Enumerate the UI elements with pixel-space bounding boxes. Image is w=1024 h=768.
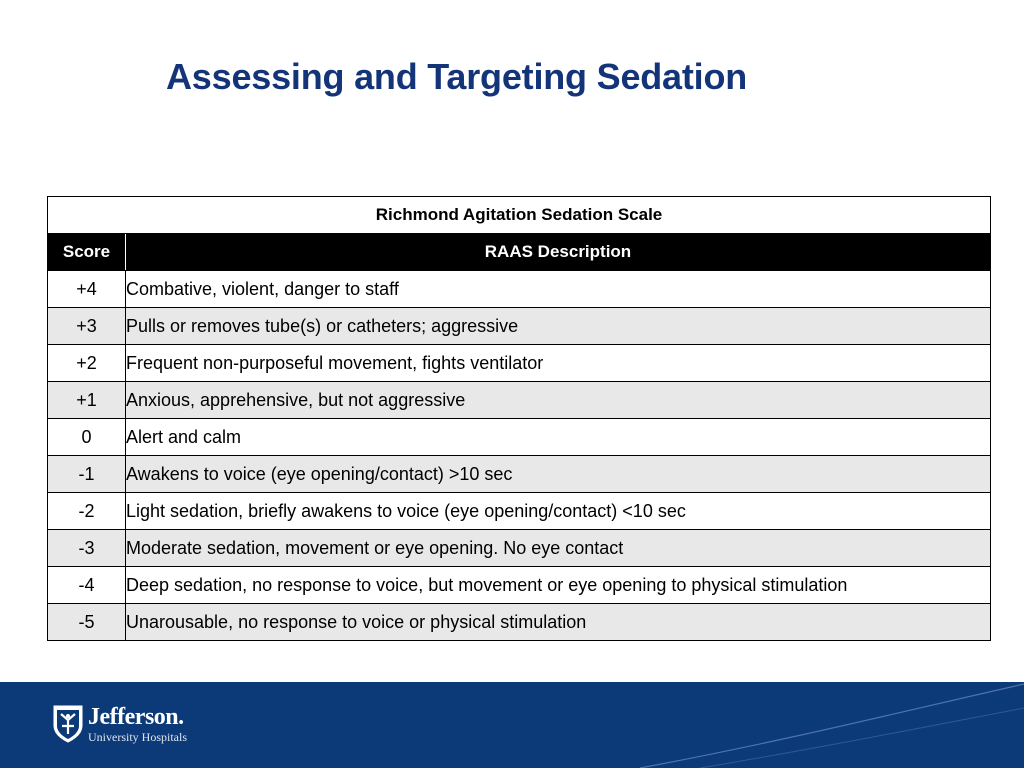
table-row [48, 604, 991, 641]
score-column-header: Score [48, 234, 126, 271]
jefferson-logo [52, 704, 187, 744]
score-cell: -3 [48, 530, 126, 567]
description-cell: Moderate sedation, movement or eye opening. No eye contact [126, 530, 991, 567]
description-cell: Awakens to voice (eye opening/contact) >10 sec [126, 456, 991, 493]
description-cell: Combative, violent, danger to staff [126, 271, 991, 308]
table-row [48, 308, 991, 345]
table-row [48, 271, 991, 308]
table-row [48, 567, 991, 604]
description-cell: Light sedation, briefly awakens to voice (eye opening/contact) <10 sec [126, 493, 991, 530]
table-row [48, 530, 991, 567]
score-cell: +4 [48, 271, 126, 308]
table-row [48, 345, 991, 382]
score-cell: -4 [48, 567, 126, 604]
jefferson-crest-icon [52, 704, 84, 744]
description-column-header: RAAS Description [126, 234, 991, 271]
score-cell: -2 [48, 493, 126, 530]
rass-table [47, 196, 991, 641]
score-cell: +3 [48, 308, 126, 345]
description-cell: Unarousable, no response to voice or physical stimulation [126, 604, 991, 641]
footer-band [0, 682, 1024, 768]
description-cell: Alert and calm [126, 419, 991, 456]
score-cell: +1 [48, 382, 126, 419]
score-cell: -1 [48, 456, 126, 493]
table-caption: Richmond Agitation Sedation Scale [48, 197, 991, 234]
table-row [48, 419, 991, 456]
score-cell: +2 [48, 345, 126, 382]
score-cell: -5 [48, 604, 126, 641]
description-cell: Anxious, apprehensive, but not aggressive [126, 382, 991, 419]
table-row [48, 382, 991, 419]
description-cell: Deep sedation, no response to voice, but movement or eye opening to physical stimulation [126, 567, 991, 604]
logo-name: Jefferson. [88, 704, 184, 730]
slide-title: Assessing and Targeting Sedation [166, 56, 748, 97]
table-row [48, 456, 991, 493]
score-cell: 0 [48, 419, 126, 456]
table-row [48, 493, 991, 530]
table-caption-row [48, 197, 991, 234]
logo-subtitle: University Hospitals [88, 730, 187, 744]
description-cell: Frequent non-purposeful movement, fights ventilator [126, 345, 991, 382]
description-cell: Pulls or removes tube(s) or catheters; aggressive [126, 308, 991, 345]
table-header-row [48, 234, 991, 271]
rass-table-container [47, 196, 991, 641]
